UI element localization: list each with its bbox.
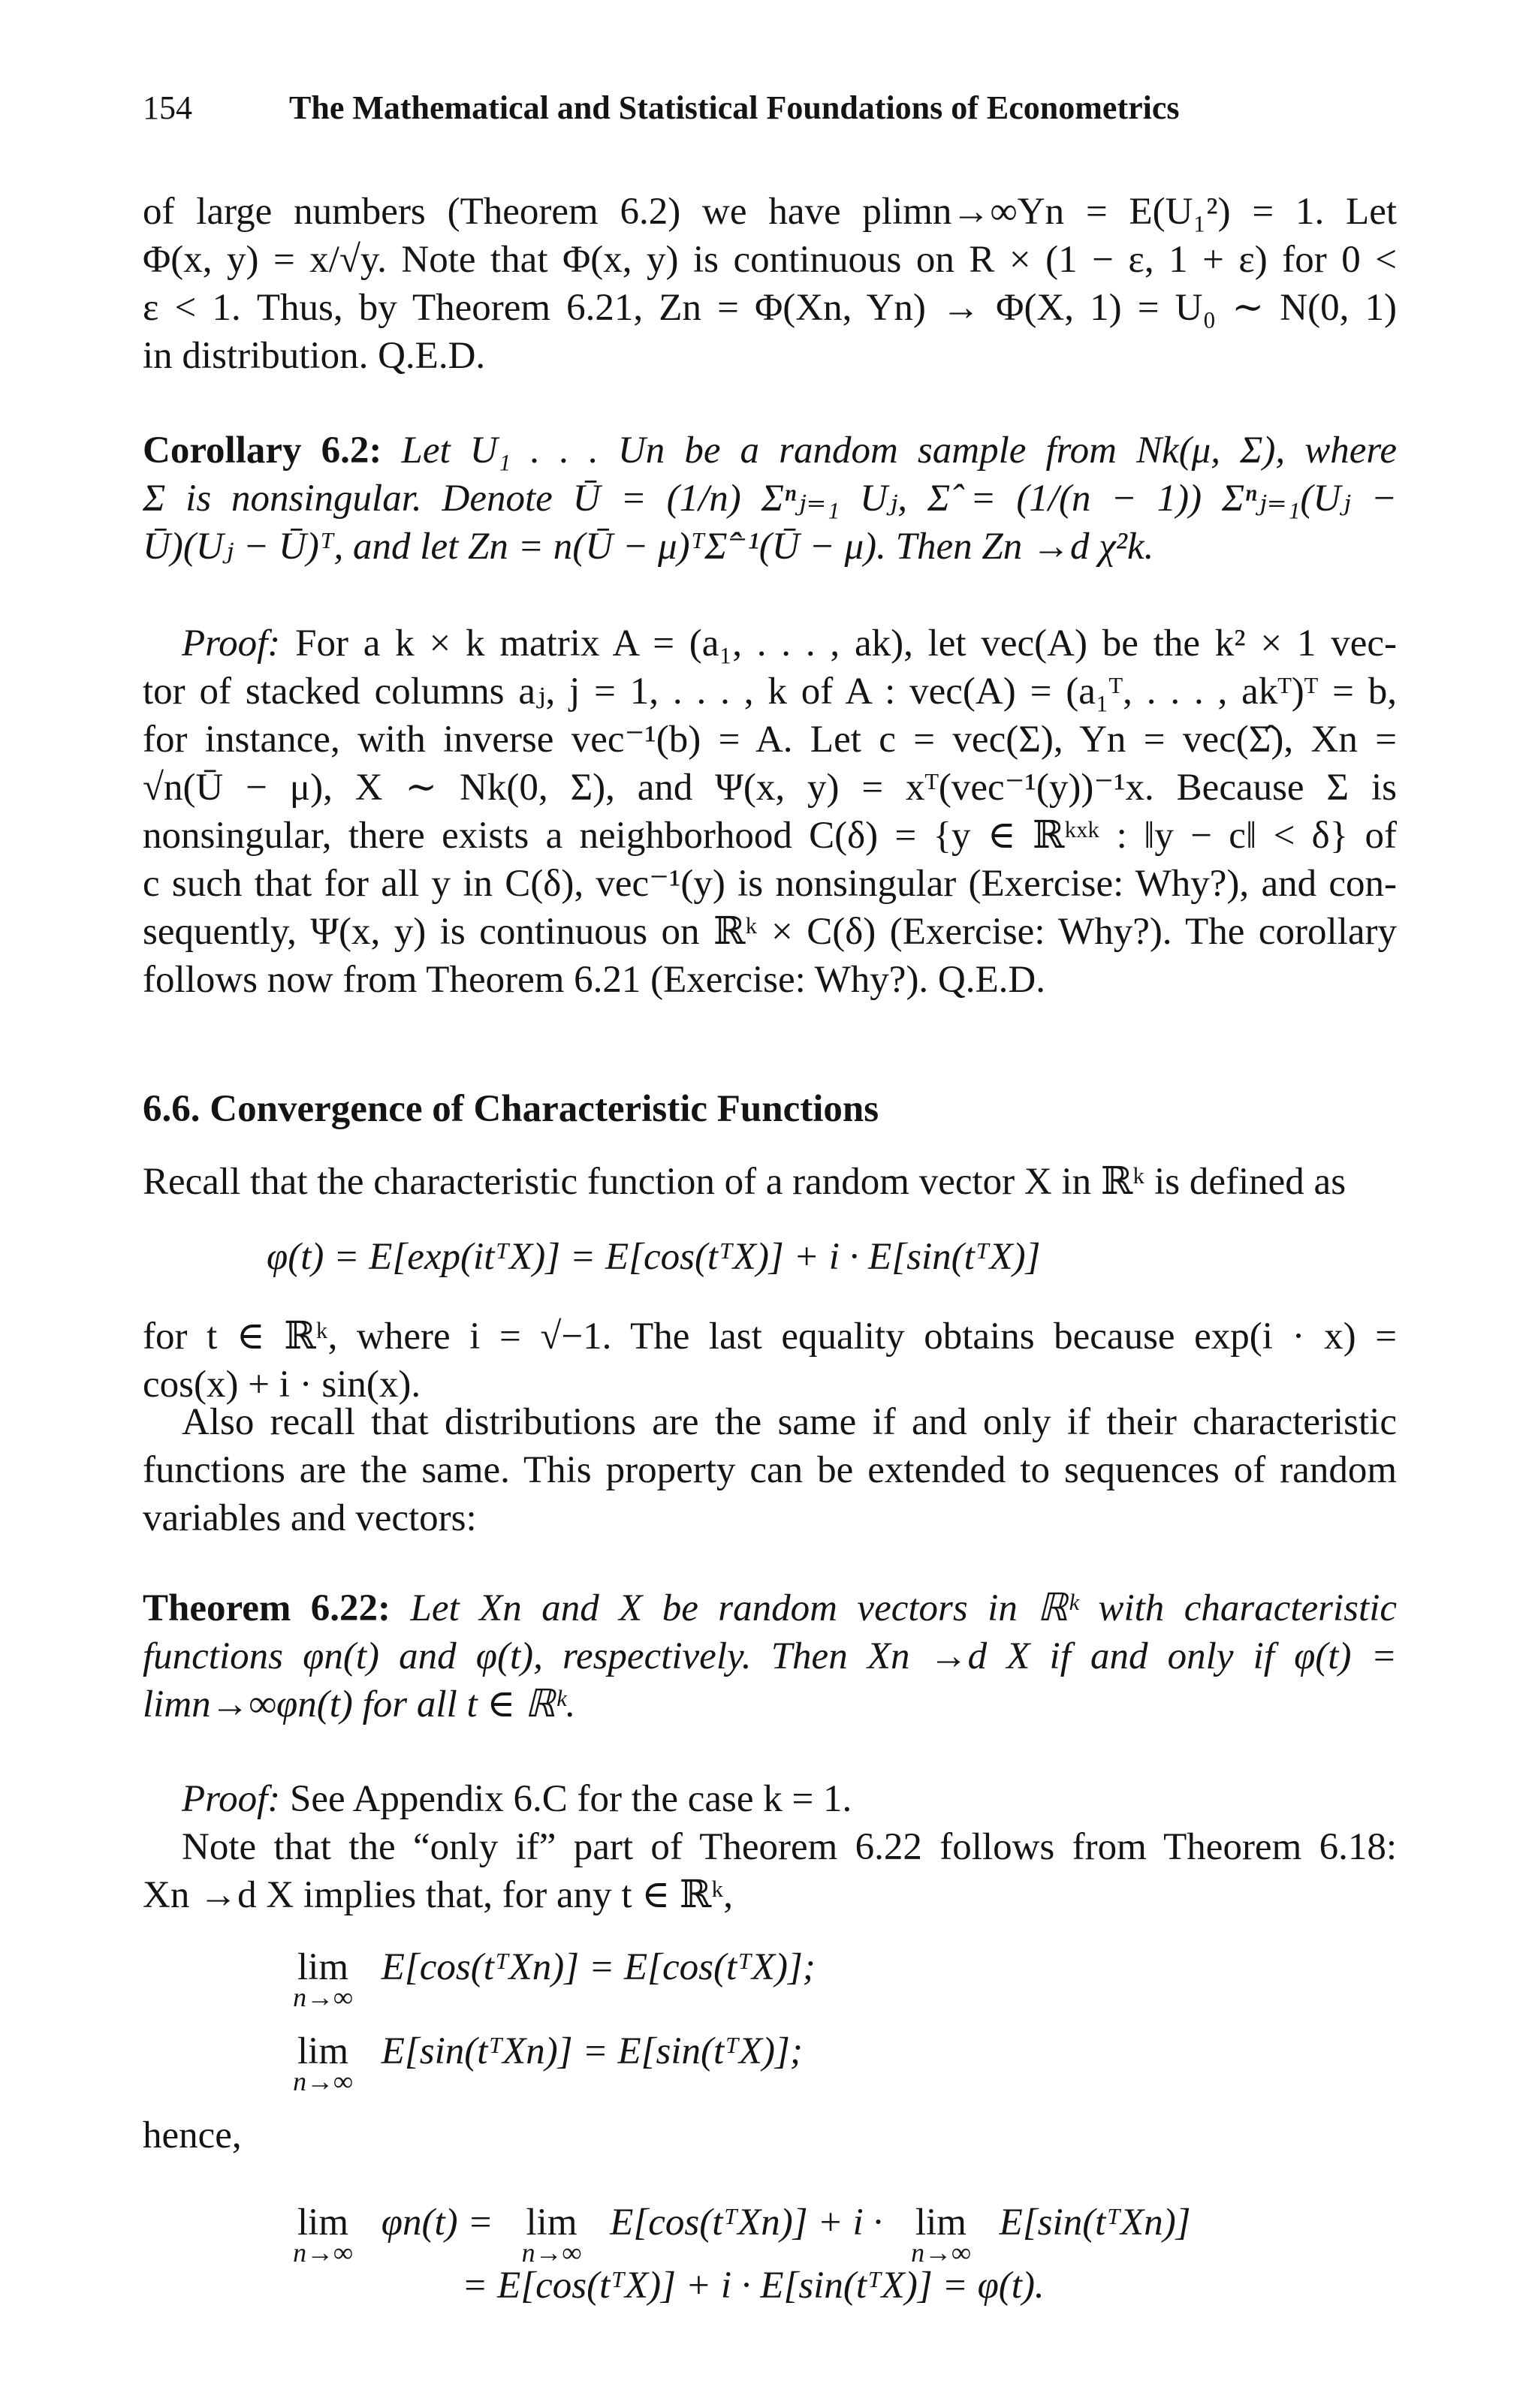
corollary-label: Corollary 6.2: [143,429,382,472]
theorem-line: functions φn(t) and φ(t), respectively. Then Xn →d X if and only if φ(t) = [143,1635,1397,1677]
proof-line: follows now from Theorem 6.21 (Exercise: Why?). Q.E.D. [143,959,1045,1001]
section-paragraph [143,1398,1397,1542]
text-line: variables and vectors: [143,1497,477,1539]
text-line: functions are the same. This property can be extended to sequences of random [143,1449,1397,1491]
theorem-label: Theorem 6.22: [143,1587,391,1629]
text-line: Xn →d X implies that, for any t ∈ ℝᵏ, [143,1874,734,1916]
proof-corollary [143,619,1397,1004]
text-line: ε < 1. Thus, by Theorem 6.21, Zn = Φ(Xn, Yn) → Φ(X, 1) = U₀ ∼ N(0, 1) [143,287,1397,329]
theorem-line: Theorem 6.22: Let Xn and X be random vectors in ℝᵏ with characteristic [143,1587,1397,1629]
theorem-line: limn→∞φn(t) for all t ∈ ℝᵏ. [143,1683,576,1725]
corollary-line: Ū)(Uⱼ − Ū)ᵀ, and let Zn = n(Ū − μ)ᵀΣ̂⁻¹(Ū − μ). Then Zn →d χ²k. [143,526,1154,568]
section-title: Convergence of Characteristic Functions [210,1088,879,1130]
text-line: Also recall that distributions are the same if and only if their characteristic [182,1401,1397,1443]
proof-label: Proof: [182,1778,281,1820]
proof-line: c such that for all y in C(δ), vec⁻¹(y) is nonsingular (Exercise: Why?), and con- [143,863,1397,905]
equation-result: = E[cos(tᵀX)] + i · E[sin(tᵀX)] = φ(t). [462,2265,1045,2307]
section-paragraph [143,1158,1397,1206]
proof-label: Proof: [182,622,281,665]
text-line: Recall that the characteristic function of a random vector X in ℝᵏ is defined as [143,1161,1347,1203]
running-title: The Mathematical and Statistical Foundations of Econometrics [289,89,1180,126]
hence-text: hence, [143,2114,242,2156]
corollary-6-2 [143,426,1397,571]
proof-theorem [143,1775,1397,1919]
text-line: of large numbers (Theorem 6.2) we have plimn→∞Yn = E(U₁²) = 1. Let [143,191,1397,233]
corollary-line: Σ is nonsingular. Denote Ū = (1/n) Σⁿⱼ₌₁ Uⱼ, Σ̂ = (1/(n − 1)) Σⁿⱼ₌₁(Uⱼ − [143,478,1397,520]
text-line: cos(x) + i · sin(x). [143,1364,421,1406]
section-heading [143,1087,879,1131]
text-line: for t ∈ ℝᵏ, where i = √−1. The last equality obtains because exp(i · x) = [143,1316,1397,1358]
proof-line: sequently, Ψ(x, y) is continuous on ℝᵏ × C(δ) (Exercise: Why?). The corollary [143,911,1397,953]
paragraph-proof-end [143,188,1397,380]
section-paragraph [143,1312,1397,1406]
text-line: Note that the “only if” part of Theorem 6.22 follows from Theorem 6.18: [182,1826,1397,1868]
text-line: in distribution. Q.E.D. [143,335,486,377]
equation-limit-phi: lim n→∞ φn(t) = lim n→∞ E[cos(tᵀXn)] + i · lim n→∞ E[sin(tᵀXn)] [293,2202,1191,2268]
section-number: 6.6. [143,1088,201,1130]
theorem-6-22 [143,1584,1397,1728]
page [143,0,1397,2408]
proof-line: Proof: See Appendix 6.C for the case k = 1. [182,1778,852,1820]
equation-characteristic-function: φ(t) = E[exp(itᵀX)] = E[cos(tᵀX)] + i · E[sin(tᵀX)] [267,1236,1041,1278]
equation-limit-cos: lim n→∞ E[cos(tᵀXn)] = E[cos(tᵀX)]; [293,1946,816,2012]
corollary-line: Corollary 6.2: Let U₁ . . . Un be a random sample from Nk(μ, Σ), where [143,429,1397,472]
page-number: 154 [143,89,192,126]
proof-line: nonsingular, there exists a neighborhood C(δ) = {y ∈ ℝᵏˣᵏ : ‖y − c‖ < δ} of [143,815,1397,857]
equation-limit-sin: lim n→∞ E[sin(tᵀXn)] = E[sin(tᵀX)]; [293,2030,803,2096]
proof-line: √n(Ū − μ), X ∼ Nk(0, Σ), and Ψ(x, y) = xᵀ(vec⁻¹(y))⁻¹x. Because Σ is [143,767,1397,809]
proof-line: for instance, with inverse vec⁻¹(b) = A. Let c = vec(Σ), Yn = vec(Σ̂), Xn = [143,719,1397,761]
proof-line: tor of stacked columns aⱼ, j = 1, . . . , k of A : vec(A) = (a₁ᵀ, . . . , akᵀ)ᵀ = b, [143,671,1397,713]
proof-line: Proof: For a k × k matrix A = (a₁, . . . , ak), let vec(A) be the k² × 1 vec- [182,622,1398,665]
text-line: Φ(x, y) = x/√y. Note that Φ(x, y) is continuous on R × (1 − ε, 1 + ε) for 0 < [143,239,1397,281]
